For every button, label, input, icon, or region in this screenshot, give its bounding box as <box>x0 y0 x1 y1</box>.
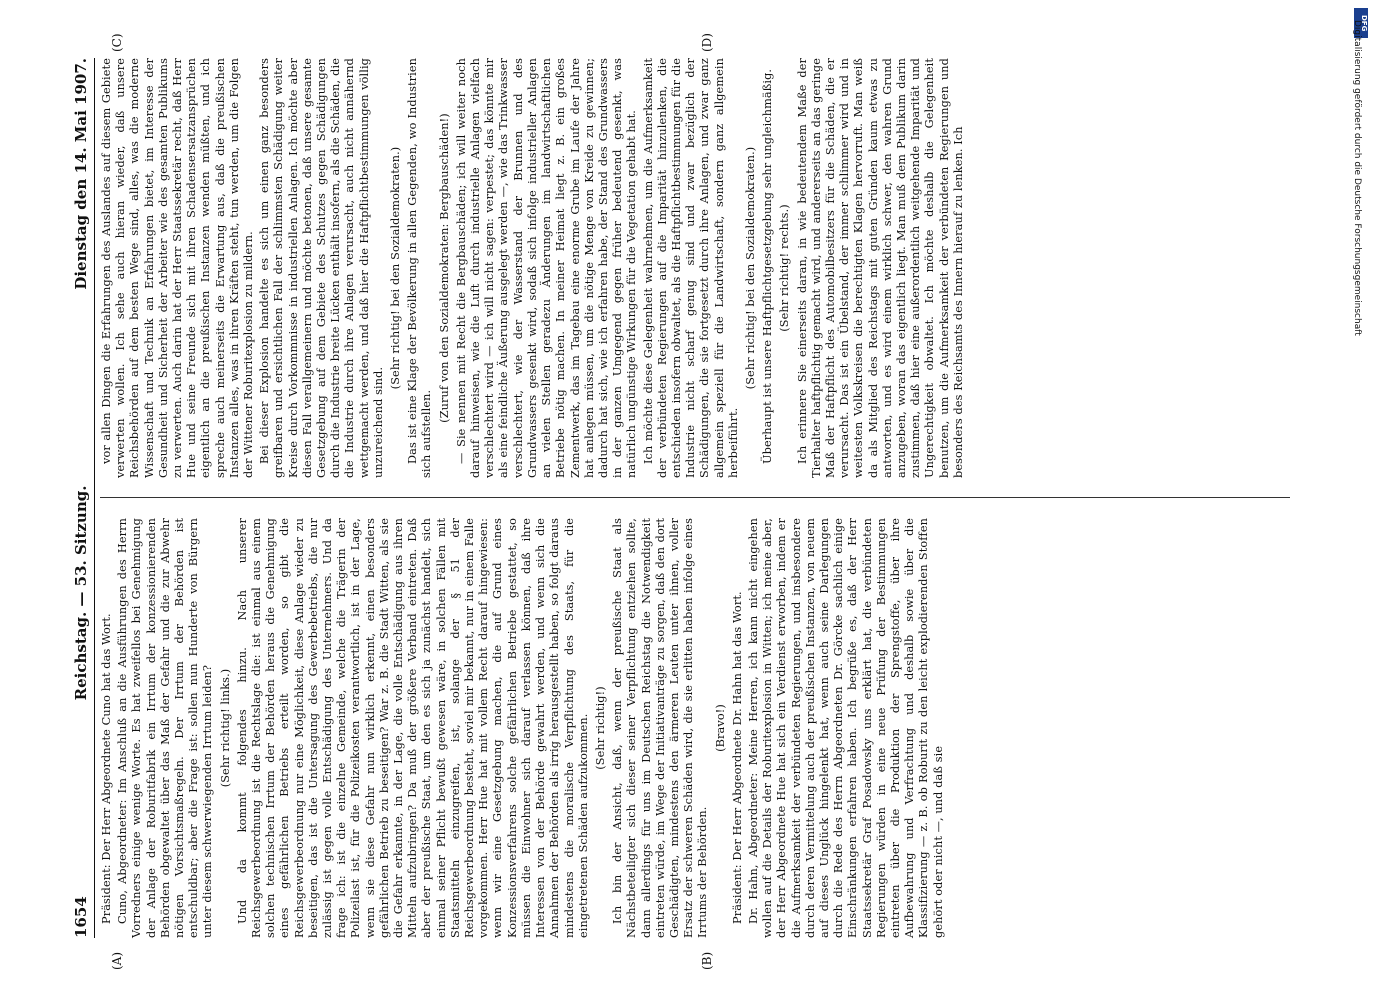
dfg-logo: DFG <box>1354 8 1368 38</box>
paragraph: Dr. Hahn, Abgeordneter: Meine Herren, ich kann nicht eingehen wollen auf die Details der Roburitexplosion in Witten; ich meine aber, der Herr Abgeordnete Hue hat sich ein Verdienst erworben, indem er die Aufmerksamkeit der verbündeten Regierungen, und insbesondere durch deren Vermittelung auch der preußischen Instanzen, von neuem auf dieses Unglück hingelenkt hat, wenn auch seine Darlegungen durch die Rede des Herrn Abgeordneten Dr. Görcke sachlich einige Einschränkungen erfahren haben. Ich begrüße es, daß der Herr Staatssekretär Graf Posadowsky uns erklärt hat, die verbündeten Regierungen würden in eine neue Prüfung der Bestimmungen eintreten über die Produktion der Sprengstoffe, über ihre Aufbewahrung und Verfrachtung und deshalb sowie über die Klassifizierung — z. B. ob Roburit zu den leicht explodierenden Stoffen gehört oder nicht —, und daß sie <box>746 518 945 938</box>
paragraph: Ich bin der Ansicht, daß, wenn der preußische Staat als Nächstbeteiligter sich dieser seiner Verpflichtung entziehen sollte, dann allerdings für uns im Deutschen Reichstag die Notwendigkeit eintreten würde, im Wege der Initiativanträge zu sorgen, daß den dort Geschädigten, mindestens den ärmeren Leuten unter ihnen, voller Ersatz der schweren Schäden wird, die sie erlitten haben infolge eines Irrtums der Behörden. <box>611 518 710 938</box>
margin-mark-d: (D) <box>700 33 714 52</box>
page-number: 1654 <box>72 896 90 938</box>
interjection: (Sehr richtig! links.) <box>218 668 232 788</box>
interjection: (Bravo!) <box>713 704 727 752</box>
paragraph: Präsident: Der Herr Abgeordnete Cuno hat das Wort. <box>100 613 113 924</box>
session-title: Reichstag. — 53. Sitzung. <box>72 485 90 701</box>
paragraph: Und da kommt folgendes hinzu. Nach unserer Reichsgewerbeordnung ist die Rechtslage die: ist einmal aus einem solchen technischen Irrtum der Behörden heraus die Genehmigung eines gefährlichen Betriebs erteilt worden, so gibt die Reichsgewerbeordnung nur eine Möglichkeit, diese Anlage wieder zu beseitigen, das ist die Untersagung des Gewerbebetriebs, die nur zulässig ist gegen volle Entschädigung des Unternehmers. Und da frage ich: ist die einzelne Gemeinde, welche die Trägerin der Polizeilast ist, für die Polizeikosten verantwortlich, ist in der Lage, wenn sie diese Gefahr nun wirklich erkennt, einen besonders gefährlichen Betrieb zu beseitigen? War z. B. die Stadt Witten, als sie die Gefahr erkannte, in der Lage, die volle Entschädigung aus ihren Mitteln aufzubringen? Da muß der größere Verband eintreten. Daß aber der preußische Staat, um den es sich ja zunächst handelt, sich einmal seiner Pflicht bewußt gewesen wäre, in solchen Fällen mit Staatsmitteln einzugreifen, ist, solange der § 51 der Reichsgewerbeordnung besteht, soviel mir bekannt, nur in einem Falle vorgekommen. Herr Hue hat mit vollem Recht darauf hingewiesen: wenn wir eine Gesetzgebung machen, die auf Grund eines Konzessionsverfahrens solche gefährlichen Betriebe gestattet, so müssen die Einwohner sich darauf verlassen können, daß ihre Interessen von der Behörde gewahrt werden, und wenn sich die Annahmen der Behörden als irrig herausgestellt haben, so folgt daraus mindestens die moralische Verpflichtung des Staats, für die eingetretenen Schäden aufzukommen. <box>235 518 590 938</box>
interjection: (Zuruf von den Sozialdemokraten: Bergbauschäden!) <box>437 113 451 423</box>
interjection: (Sehr richtig! bei den Sozialdemokraten.) <box>743 146 757 390</box>
paragraph: Cuno, Abgeordneter: Im Anschluß an die Ausführungen des Herrn Vorredners einige wenige Worte. Es hat zweifellos bei Genehmigung der Anlage der Roburitfabrik ein Irrtum der konzessionierenden Behörden obgewaltet über das Maß der Gefahr und die zur Abwehr nötigen Vorsichtsmaßregeln. Der Irrtum der Behörden ist entschuldbar; aber die Frage ist: sollen nun Hunderte von Bürgern unter diesem schwerwiegenden Irrtum leiden? <box>116 518 215 938</box>
paragraph: Ich erinnere Sie einerseits daran, in wie bedeutendem Maße der Tierhalter haftpflichtig gemacht wird, und andererseits an das geringe Maß der Haftpflicht des Automobilbesitzers für die Schäden, die er verursacht. Das ist ein Übelstand, der immer schlimmer wird und in weitesten Volkskreisen die berechtigten Klagen hervorruft. Man weiß da als Mitglied des Reichstags mit guten Gründen kaum etwas zu antworten, und es wird einem wirklich schwer, den wahren Grund anzugeben, woran das eigentlich liegt. Man muß dem Publikum darin zustimmen, daß hier eine außerordentlich weitgehende Imparität und Ungerechtigkeit obwaltet. Ich möchte deshalb die Gelegenheit benutzen, um die Aufmerksamkeit der verbündeten Regierungen und besonders des Reichsamts des Innern hierauf zu lenken. Ich <box>795 58 965 478</box>
paragraph: Präsident: Der Herr Abgeordnete Dr. Hahn hat das Wort. <box>730 591 744 924</box>
interjection: (Sehr richtig! bei den Sozialdemokraten.) <box>389 146 403 390</box>
paragraph: Bei dieser Explosion handelte es sich um einen ganz besonders greifbaren und ersichtlichen Fall der schlimmsten Schädigung weiter Kreise durch Vorkommnisse in industriellen Anlagen. Ich möchte aber diesen Fall verallgemeinern und möchte betonen, daß unsere gesamte Gesetzgebung auf dem Gebiete des Schutzes gegen Schädigungen durch die Industrie breite Lücken enthält insofern, als die Schäden, die die Industrie durch ihre Anlagen verursacht, auch nicht annähernd wettgemacht werden, und daß hier die Haftpflichtbestimmungen völlig unzureichend sind. <box>258 58 385 478</box>
session-date: Dienstag den 14. Mai 1907. <box>72 58 90 290</box>
column-divider <box>100 497 1290 498</box>
interjection: (Sehr richtig! rechts.) <box>778 204 792 332</box>
paragraph: Ich möchte diese Gelegenheit wahrnehmen, um die Aufmerksamkeit der verbündeten Regierungen auf die Imparität hinzulenken, die entschieden insofern obwaltet, als die Haftpflichtbestimmungen für die Industrie nicht scharf genug sind und zwar bezüglich der Schädigungen, die sie fortgesetzt durch ihre Anlagen, und zwar ganz allgemein speziell für die Landwirtschaft, sondern ganz allgemein herbeiführt. <box>641 58 740 478</box>
paragraph: vor allen Dingen die Erfahrungen des Auslandes auf diesem Gebiete verwerten wollen. Ich sehe auch hieran wieder, daß unsere Reichsbehörden auf dem besten Wege sind, alles, was die moderne Wissenschaft und Technik an Erfahrungen bietet, im Interesse der Gesundheit und Sicherheit der Arbeiter wie des gesamten Publikums zu verwerten. Auch darin hat der Herr Staatssekretär recht, daß Herr Hue und seine Freunde sich mit ihren Schadensersatzansprüchen eigentlich an die preußischen Instanzen wenden müßten, und ich spreche auch meinerseits die Erwartung aus, daß die preußischen Instanzen alles, was in ihren Kräften steht, tun werden, um die Folgen der Wittener Roburitexplosion zu mildern. <box>100 58 256 478</box>
paragraph: Das ist eine Klage der Bevölkerung in allen Gegenden, wo Industrien sich aufstellen. <box>406 58 434 478</box>
paragraph: — Sie nennen mit Recht die Bergbauschäden; ich will weiter noch darauf hinweisen, wie die Luft durch industrielle Anlagen vielfach verschlechtert wird — ich will nicht sagen: verpestet; das könnte mir als eine feindliche Äußerung ausgelegt werden —, wie das Trinkwasser verschlechtert, wie der Wasserstand der Brunnen und des Grundwassers gesenkt wird, sodaß sich infolge industrieller Anlagen an vielen Stellen geradezu Änderungen im landwirtschaftlichen Betriebe nötig machen. In meiner Heimat liegt z. B. ein großes Zementwerk, das im Tagebau eine enorme Grube im Laufe der Jahre hat anlegen müssen, um die nötige Menge von Kreide zu gewinnen; dadurch hat sich, wie ich erfahren habe, der Stand des Grundwassers in der ganzen Umgegend gegen früher bedeutend gesenkt, was natürlich ungünstige Wirkungen für die Vegetation gehabt hat. <box>454 58 639 478</box>
paragraph: Überhaupt ist unsere Haftpflichtgesetzgebung sehr ungleichmäßig. <box>761 68 775 464</box>
interjection: (Sehr richtig!) <box>593 686 607 770</box>
margin-mark-c: (C) <box>110 33 124 52</box>
digitization-credit <box>1342 20 1362 980</box>
margin-mark-a: (A) <box>110 951 124 970</box>
page-header <box>60 58 95 938</box>
margin-mark-b: (B) <box>700 951 714 970</box>
left-column <box>100 518 948 938</box>
right-column <box>100 58 968 478</box>
credit-text: Digitalisierung gefördert durch die Deutsche Forschungsgemeinschaft <box>1352 20 1362 336</box>
